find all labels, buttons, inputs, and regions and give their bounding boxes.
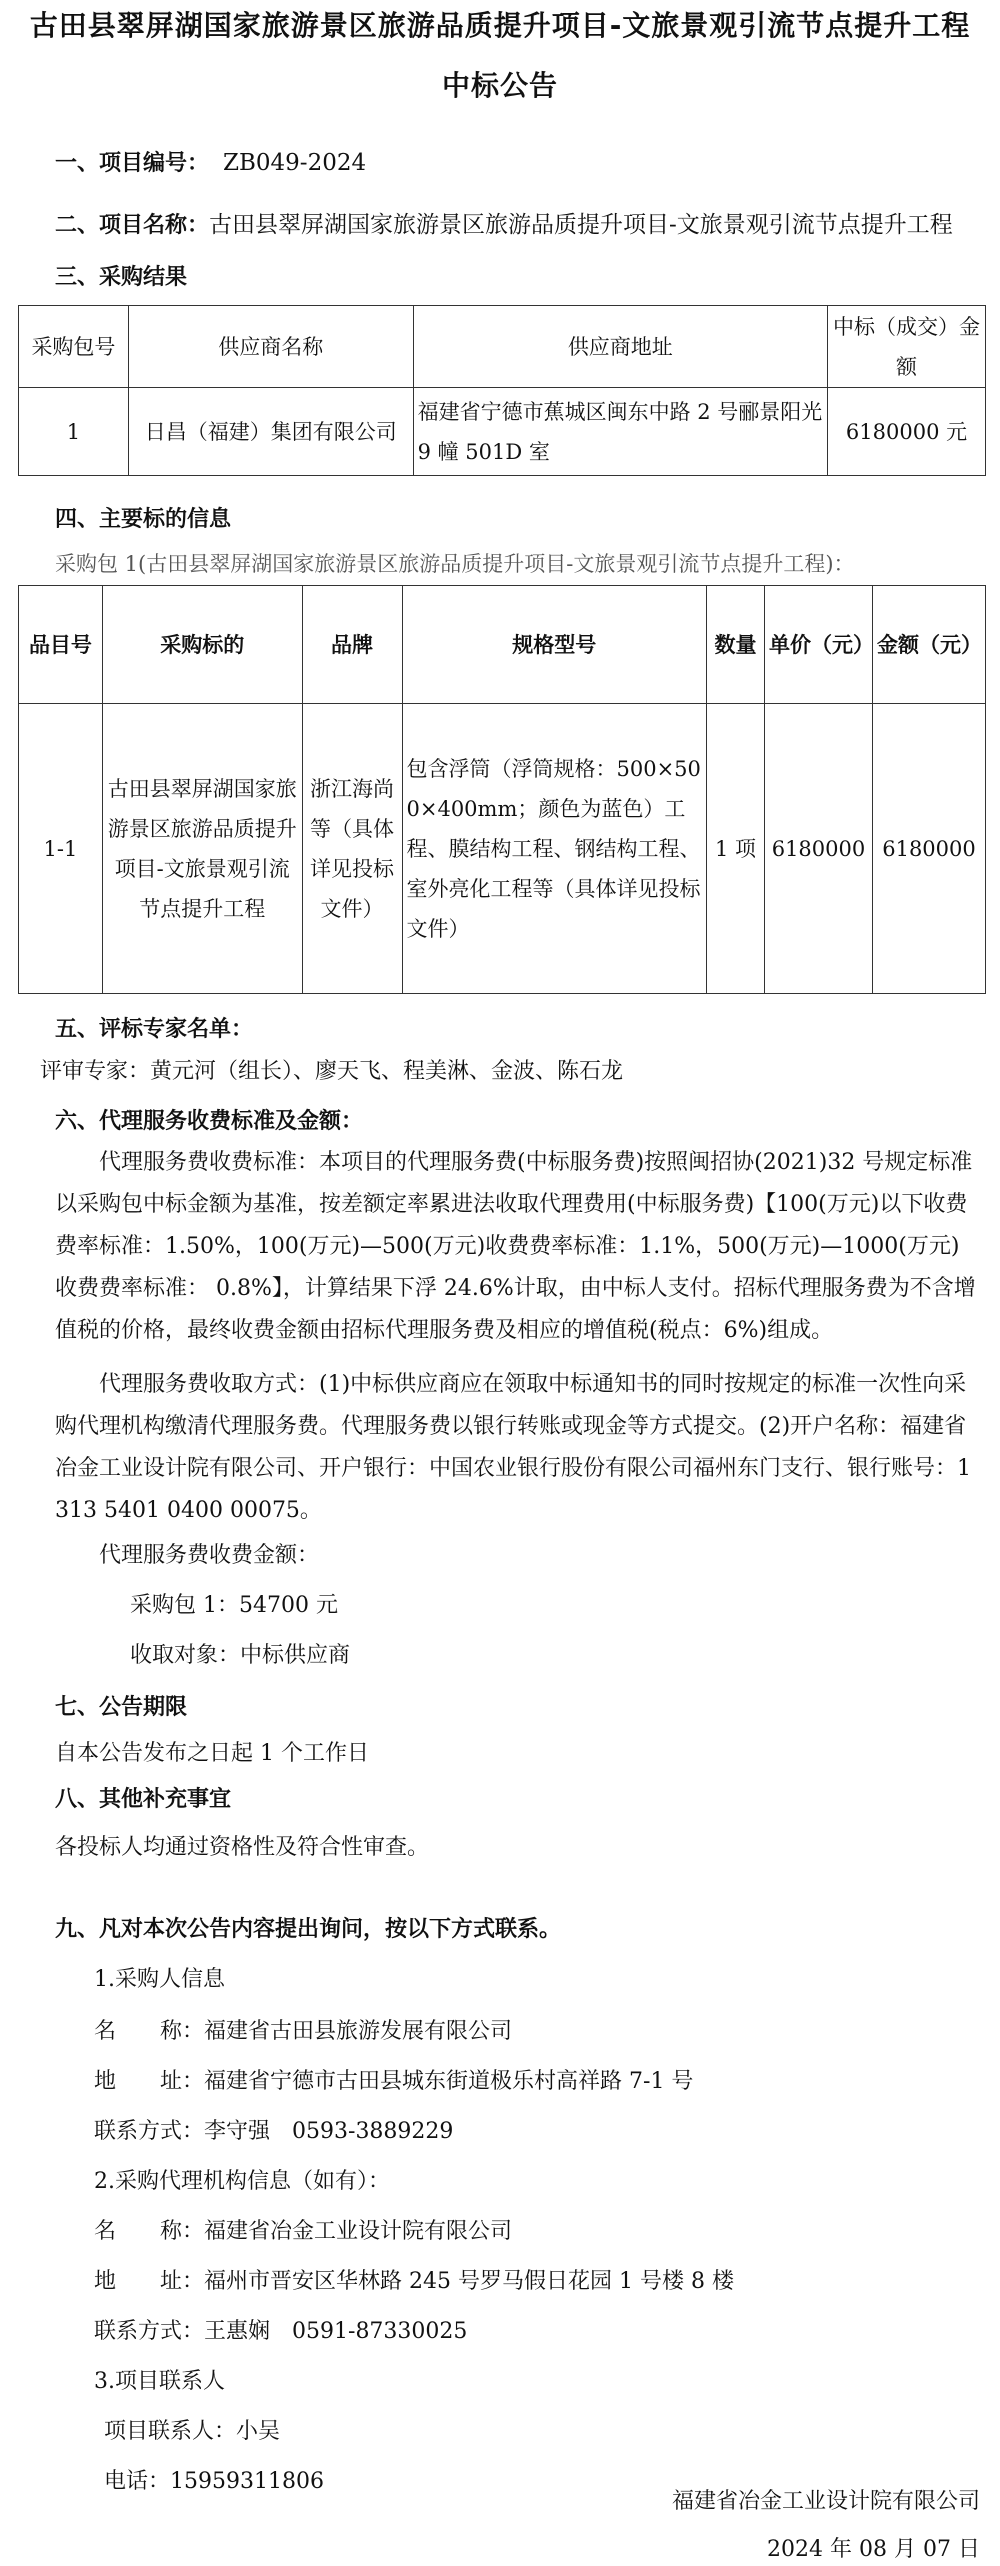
target-header-row (19, 586, 986, 704)
target-header-unit-price: 单价（元） (764, 586, 872, 704)
target-header-amount: 金额（元） (872, 586, 985, 704)
project-contact-title: 3.项目联系人 (94, 2369, 225, 2394)
main-target-subtitle: 采购包 1(古田县翠屏湖国家旅游景区旅游品质提升项目-文旅景观引流节点提升工程)： (55, 552, 855, 576)
procurement-result-table (18, 305, 986, 476)
target-header-item-no: 品目号 (19, 586, 103, 704)
agency-contact-label: 联系方式： (94, 2319, 205, 2344)
table-row (19, 704, 986, 994)
result-header-amount: 中标（成交）金额 (828, 306, 986, 388)
result-header-name: 供应商名称 (128, 306, 413, 388)
agency-fee-payer: 收取对象：中标供应商 (130, 1643, 351, 1668)
purchaser-name-value: 福建省古田县旅游发展有限公司 (204, 2019, 513, 2044)
project-contact-person: 项目联系人：小吴 (104, 2419, 281, 2444)
purchaser-name (94, 2014, 512, 2045)
target-qty: 1 项 (707, 704, 765, 994)
project-number-heading: 一、项目编号： (55, 151, 210, 176)
purchaser-name-label: 名 称： (94, 2019, 205, 2044)
target-header-brand: 品牌 (302, 586, 402, 704)
project-contact-phone: 电话：15959311806 (104, 2469, 324, 2494)
target-header-qty: 数量 (707, 586, 765, 704)
result-header-pkg: 采购包号 (19, 306, 129, 388)
agency-fee-standard: 代理服务费收费标准：本项目的代理服务费(中标服务费)按照闽招协(2021)32 号规定标准以采购包中标金额为基准，按差额定率累进法收取代理费用(中标服务费)【100(万元)以下收费费率标准：1.50%，100(万元)—500(万元)收费费率标准：1.1%，500(万元)—1000(万元)收费费率标准： 0.8%】，计算结果下浮 24.6%计取，由中标人支付。招标代理服务费为不含增值税的价格，最终收费金额由招标代理服务费及相应的增值税(税点：6%)组成。 (55, 1150, 976, 1343)
result-pkg: 1 (19, 388, 129, 476)
target-amount: 6180000 (872, 704, 985, 994)
supplementary-text: 各投标人均通过资格性及符合性审查。 (55, 1835, 430, 1860)
purchaser-info-title: 1.采购人信息 (94, 1967, 225, 1992)
contact-heading: 九、凡对本次公告内容提出询问，按以下方式联系。 (55, 1917, 562, 1942)
agency-contact (94, 2314, 467, 2345)
project-name-heading: 二、项目名称： (55, 213, 210, 238)
target-name: 古田县翠屏湖国家旅游景区旅游品质提升项目-文旅景观引流节点提升工程 (102, 704, 302, 994)
expert-list: 评审专家：黄元河（组长）、廖天飞、程美淋、金波、陈石龙 (40, 1059, 624, 1084)
title-line-1: 古田县翠屏湖国家旅游景区旅游品质提升项目-文旅景观引流节点提升工程 (29, 9, 971, 42)
purchaser-address (94, 2064, 693, 2095)
target-header-spec: 规格型号 (402, 586, 707, 704)
title-line-2: 中标公告 (441, 69, 558, 102)
expert-list-heading: 五、评标专家名单： (55, 1017, 254, 1042)
main-target-table (18, 585, 986, 994)
project-number-value: ZB049-2024 (223, 150, 367, 176)
agency-fee-payment-method: 代理服务费收取方式：(1)中标供应商应在领取中标通知书的同时按规定的标准一次性向采购代理机构缴清代理服务费。代理服务费以银行转账或现金等方式提交。(2)开户名称：福建省冶金工业设计院有限公司、开户银行：中国农业银行股份有限公司福州东门支行、银行账号：1313 5401 0400 00075。 (55, 1372, 972, 1523)
project-name-value: 古田县翠屏湖国家旅游景区旅游品质提升项目-文旅景观引流节点提升工程 (209, 212, 953, 238)
notice-period-heading: 七、公告期限 (55, 1695, 188, 1720)
procurement-result-heading: 三、采购结果 (55, 265, 188, 290)
table-row (19, 388, 986, 476)
footer-organization: 福建省冶金工业设计院有限公司 (671, 2489, 980, 2514)
notice-period-text: 自本公告发布之日起 1 个工作日 (55, 1741, 369, 1766)
target-brand: 浙江海尚等（具体详见投标文件） (302, 704, 402, 994)
target-item-no: 1-1 (19, 704, 103, 994)
section-project-name (55, 206, 953, 239)
agency-fee-amount-label: 代理服务费收费金额： (99, 1543, 320, 1568)
agency-name-value: 福建省冶金工业设计院有限公司 (204, 2219, 513, 2244)
agency-name (94, 2214, 512, 2245)
agency-info-title: 2.采购代理机构信息（如有）： (94, 2169, 390, 2194)
purchaser-address-value: 福建省宁德市古田县城东街道极乐村高祥路 7-1 号 (204, 2069, 694, 2094)
section-project-number (55, 146, 366, 177)
target-unit-price: 6180000 (764, 704, 872, 994)
agency-name-label: 名 称： (94, 2219, 205, 2244)
result-amount: 6180000 元 (828, 388, 986, 476)
result-supplier-name: 日昌（福建）集团有限公司 (128, 388, 413, 476)
agency-address (94, 2264, 734, 2295)
agency-fee-package: 采购包 1：54700 元 (130, 1593, 338, 1618)
result-header-row (19, 306, 986, 388)
purchaser-contact-label: 联系方式： (94, 2119, 205, 2144)
result-supplier-address: 福建省宁德市蕉城区闽东中路 2 号郦景阳光 9 幢 501D 室 (413, 388, 827, 476)
agency-address-label: 地 址： (94, 2269, 205, 2294)
purchaser-contact-value: 李守强 0593-3889229 (204, 2119, 454, 2144)
purchaser-address-label: 地 址： (94, 2069, 205, 2094)
agency-contact-value: 王惠娴 0591-87330025 (204, 2319, 468, 2344)
agency-fee-heading: 六、代理服务收费标准及金额： (55, 1109, 364, 1134)
target-spec: 包含浮筒（浮筒规格：500×500×400mm；颜色为蓝色）工程、膜结构工程、钢结构工程、室外亮化工程等（具体详见投标文件） (402, 704, 707, 994)
agency-address-value: 福州市晋安区华林路 245 号罗马假日花园 1 号楼 8 楼 (204, 2269, 734, 2294)
target-header-target: 采购标的 (102, 586, 302, 704)
supplementary-heading: 八、其他补充事宜 (55, 1787, 232, 1812)
footer-date: 2024 年 08 月 07 日 (767, 2537, 980, 2562)
purchaser-contact (94, 2114, 453, 2145)
result-header-address: 供应商地址 (413, 306, 827, 388)
main-target-heading: 四、主要标的信息 (55, 507, 232, 532)
